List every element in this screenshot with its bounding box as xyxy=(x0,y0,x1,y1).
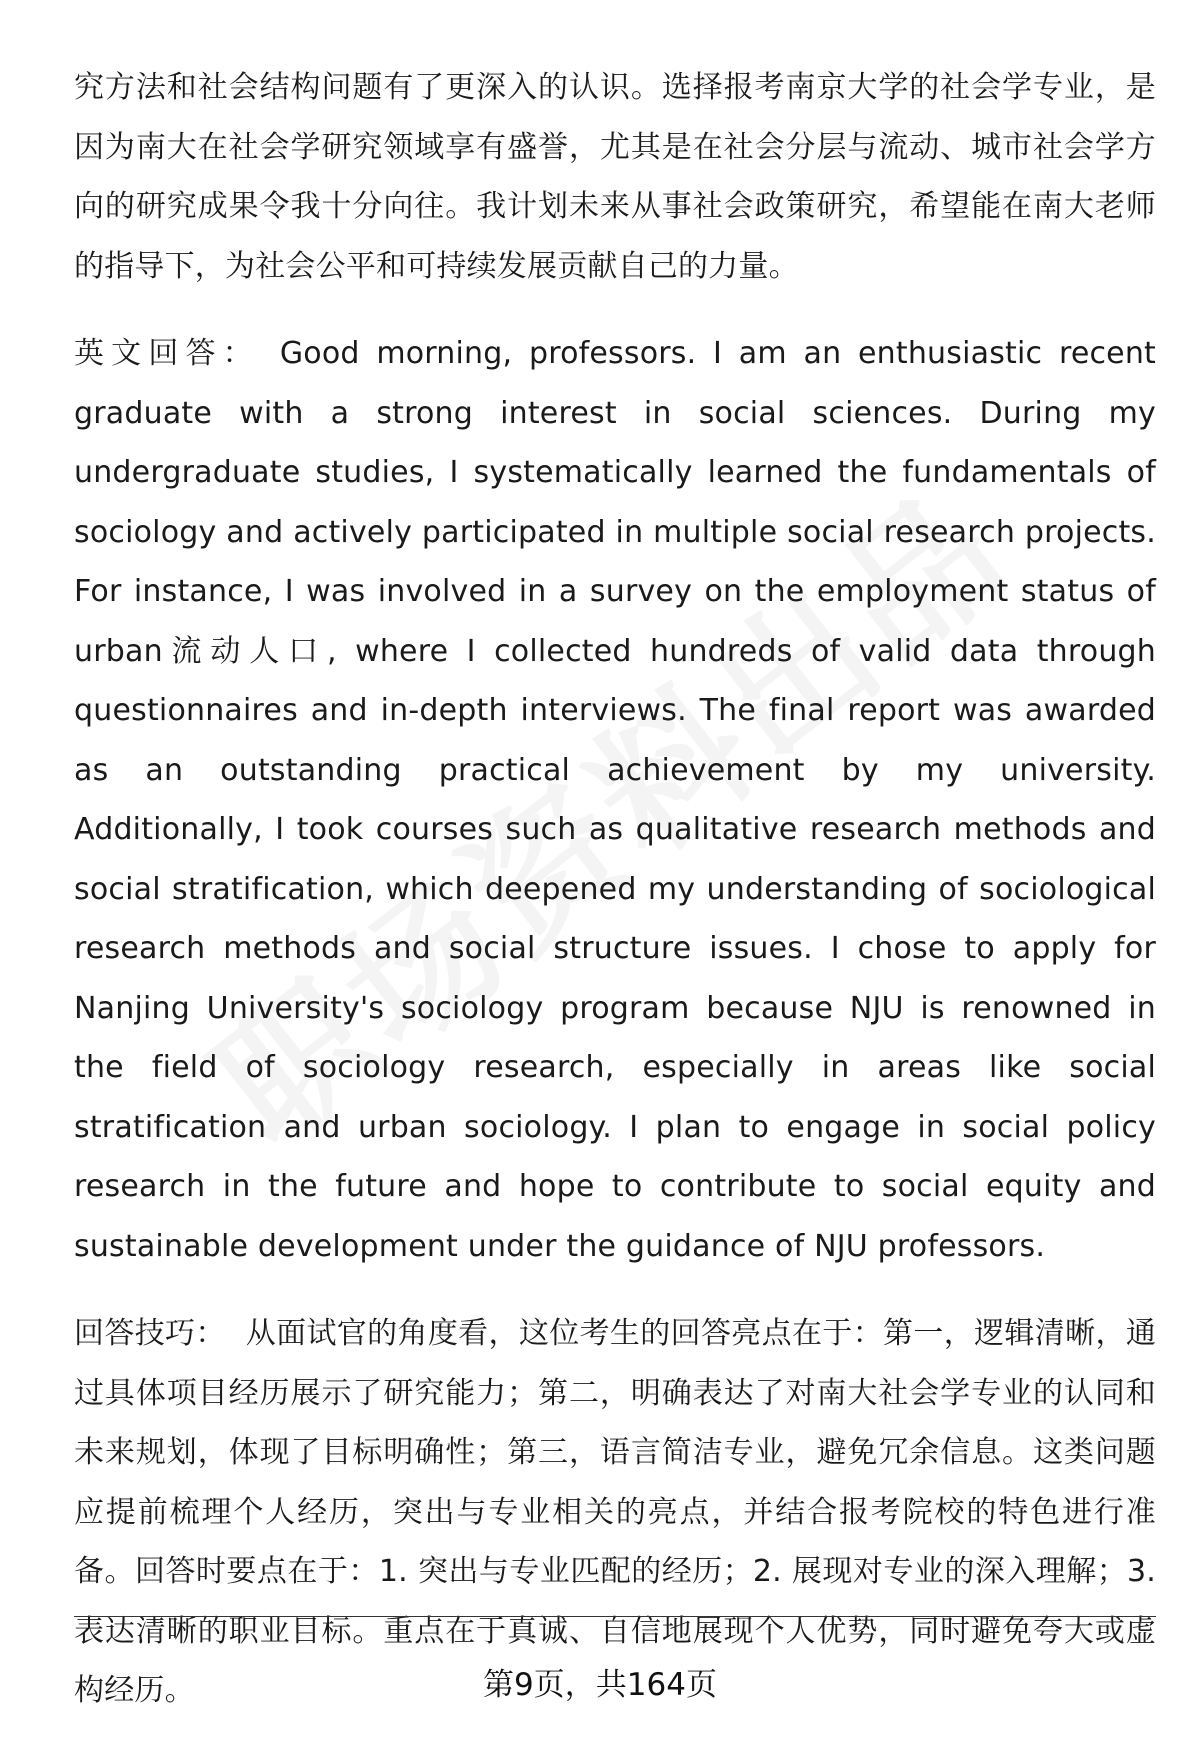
paragraph-answer-tips xyxy=(74,1304,1156,1721)
paragraph-text: Good morning, professors. I am an enthusiastic recent graduate with a strong interest in social sciences. During my undergraduate studies, I systematically learned the fundamentals of sociology and actively participated in multiple social research projects. For instance, I was involved in a survey on the employment status of urban流动人口, where I collected hundreds of valid data through questionnaires and in-depth interviews. The final report was awarded as an outstanding practical achievement by my university. Additionally, I took courses such as qualitative research methods and social stratification, which deepened my understanding of sociological research methods and social structure issues. I chose to apply for Nanjing University's sociology program because NJU is renowned in the field of sociology research, especially in areas like social stratification and urban sociology. I plan to engage in social policy research in the future and hope to contribute to social equity and sustainable development under the guidance of NJU professors. xyxy=(74,336,1156,1264)
paragraph-text: 从面试官的角度看，这位考生的回答亮点在于：第一，逻辑清晰，通过具体项目经历展示了研究能力；第二，明确表达了对南大社会学专业的认同和未来规划，体现了目标明确性；第三，语言简洁专业，避免冗余信息。这类问题应提前梳理个人经历，突出与专业相关的亮点，并结合报考院校的特色进行准备。回答时要点在于：1. 突出与专业匹配的经历；2. 展现对专业的深入理解；3. 表达清晰的职业目标。重点在于真诚、自信地展现个人优势，同时避免夸大或虚构经历。 xyxy=(74,1316,1157,1708)
paragraph-chinese-answer-continuation xyxy=(74,58,1156,296)
footer-divider xyxy=(74,1616,1156,1617)
paragraph-text: 究方法和社会结构问题有了更深入的认识。选择报考南京大学的社会学专业，是因为南大在社会学研究领域享有盛誉，尤其是在社会分层与流动、城市社会学方向的研究成果令我十分向往。我计划未来从事社会政策研究，希望能在南大老师的指导下，为社会公平和可持续发展贡献自己的力量。 xyxy=(74,70,1156,284)
paragraph-english-answer xyxy=(74,324,1156,1276)
paragraph-label: 英文回答： xyxy=(74,336,260,371)
paragraph-label: 回答技巧： xyxy=(74,1316,226,1351)
page-number: 第9页，共164页 xyxy=(483,1667,717,1703)
document-body xyxy=(74,58,1156,1749)
